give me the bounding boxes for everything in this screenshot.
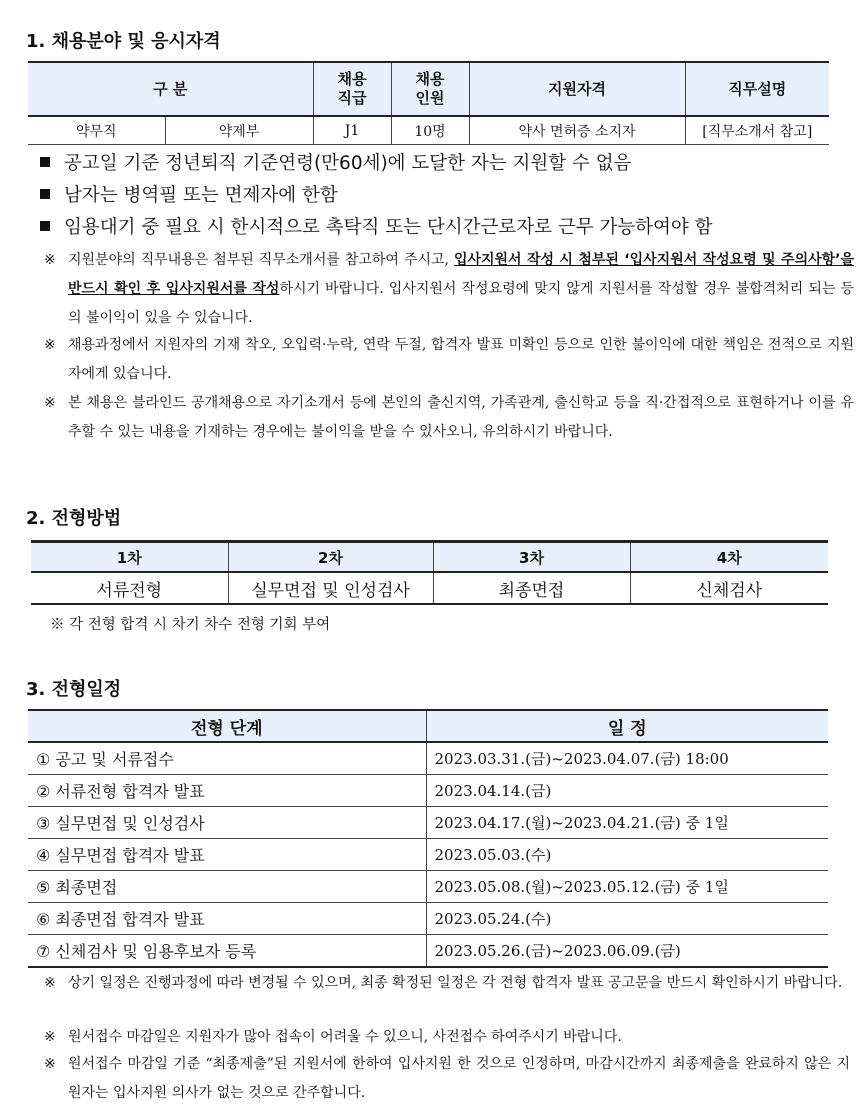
cell-grade: J1 (313, 116, 391, 145)
list-item: 공고일 기준 정년퇴직 기준연령(만60세)에 도달한 자는 지원할 수 없음 (40, 148, 840, 180)
section1-heading: 1. 채용분야 및 응시자격 (26, 31, 221, 52)
schedule-stage: ② 서류전형 합격자 발표 (28, 775, 426, 807)
schedule-stage: ④ 실무면접 합격자 발표 (28, 839, 426, 871)
stage-name: 실무면접 및 인성검사 (228, 572, 433, 604)
note-final-submission: ※ 원서접수 마감일 기준 “최종제출”된 지원서에 한하여 입사지원 한 것으로 인정하며, 마감시간까지 최종제출을 완료하지 않은 지원자는 입사지원 의사가 없는 것으로 간주합니다. (44, 1056, 850, 1101)
square-bullet-icon (40, 221, 50, 231)
section2-heading: 2. 전형방법 (26, 508, 122, 529)
schedule-date: 2023.05.26.(금)~2023.06.09.(금) (426, 935, 828, 968)
header-qualification: 지원자격 (469, 62, 685, 116)
selection-method-table (31, 540, 828, 605)
eligibility-bullets (40, 148, 840, 244)
list-item: 임용대기 중 필요 시 한시적으로 촉탁직 또는 단시간근로자로 근무 가능하여야 함 (40, 212, 840, 244)
table-row (28, 807, 828, 839)
note-emphasis: 입사지원서 작성 시 첨부된 ‘입사지원서 작성요령 및 주의사항’을 반드시 확인 후 입사지원서를 작성 (68, 252, 854, 297)
square-bullet-icon (40, 189, 50, 199)
header-grade: 채용 직급 (313, 62, 391, 116)
stage-name: 서류전형 (31, 572, 228, 604)
header-description: 직무설명 (685, 62, 829, 116)
cell-qualification: 약사 면허증 소지자 (469, 116, 685, 145)
stage-label: 1차 (31, 542, 228, 573)
stage-name: 신체검사 (630, 572, 828, 604)
table-row (28, 775, 828, 807)
schedule-stage: ① 공고 및 서류접수 (28, 742, 426, 775)
stage-name: 최종면접 (433, 572, 630, 604)
schedule-stage: ⑤ 최종면접 (28, 871, 426, 903)
header-division: 구 분 (28, 62, 313, 116)
note-schedule-change: ※ 상기 일정은 진행과정에 따라 변경될 수 있으며, 최종 확정된 일정은 각 전형 합격자 발표 공고문을 반드시 확인하시기 바랍니다. (44, 975, 843, 991)
table-row (28, 903, 828, 935)
schedule-date: 2023.04.14.(금) (426, 775, 828, 807)
cell-description: [직무소개서 참고] (685, 116, 829, 145)
schedule-stage: ⑥ 최종면접 합격자 발표 (28, 903, 426, 935)
header-stage: 전형 단계 (28, 710, 426, 742)
table-row (28, 116, 829, 145)
table-row (31, 572, 828, 604)
note-application-guide: ※ 지원분야의 직무내용은 첨부된 직무소개서를 참고하여 주시고, 입사지원서 작성 시 첨부된 ‘입사지원서 작성요령 및 주의사항’을 반드시 확인 후 입사지원서를 작성하시기 바랍니다. 입사지원서 작성요령에 맞지 않게 지원서를 작성할 경우 불합격처리 되는 등의 불이익이 있을 수 있습니다. (44, 252, 854, 326)
schedule-date: 2023.03.31.(금)~2023.04.07.(금) 18:00 (426, 742, 828, 775)
note-selection: ※ 각 전형 합격 시 차기 차수 전형 기회 부여 (50, 617, 331, 633)
schedule-date: 2023.05.08.(월)~2023.05.12.(금) 중 1일 (426, 871, 828, 903)
stage-label: 2차 (228, 542, 433, 573)
schedule-stage: ⑦ 신체검사 및 임용후보자 등록 (28, 935, 426, 968)
stage-label: 4차 (630, 542, 828, 573)
header-schedule: 일 정 (426, 710, 828, 742)
cell-count: 10명 (391, 116, 469, 145)
table-row (28, 839, 828, 871)
cell-dept: 약제부 (165, 116, 313, 145)
table-row (28, 935, 828, 968)
schedule-table (28, 709, 828, 968)
recruitment-field-table (28, 61, 829, 145)
note-early-submission: ※ 원서접수 마감일은 지원자가 많아 접속이 어려울 수 있으니, 사전접수 하여주시기 바랍니다. (44, 1029, 622, 1045)
cell-job: 약무직 (28, 116, 165, 145)
table-row (28, 871, 828, 903)
section3-heading: 3. 전형일정 (26, 679, 122, 700)
list-item: 남자는 병역필 또는 면제자에 한함 (40, 180, 840, 212)
schedule-date: 2023.05.03.(수) (426, 839, 828, 871)
note-responsibility: ※ 채용과정에서 지원자의 기재 착오, 오입력·누락, 연락 두절, 합격자 발표 미확인 등으로 인한 불이익에 대한 책임은 전적으로 지원자에게 있습니다. (44, 337, 854, 382)
schedule-date: 2023.05.24.(수) (426, 903, 828, 935)
table-row (28, 742, 828, 775)
stage-label: 3차 (433, 542, 630, 573)
schedule-stage: ③ 실무면접 및 인성검사 (28, 807, 426, 839)
header-count: 채용 인원 (391, 62, 469, 116)
square-bullet-icon (40, 157, 50, 167)
schedule-date: 2023.04.17.(월)~2023.04.21.(금) 중 1일 (426, 807, 828, 839)
note-blind-recruitment: ※ 본 채용은 블라인드 공개채용으로 자기소개서 등에 본인의 출신지역, 가족관계, 출신학교 등을 직·간접적으로 표현하거나 이를 유추할 수 있는 내용을 기재하는 경우에는 불이익을 받을 수 있사오니, 유의하시기 바랍니다. (44, 395, 854, 440)
